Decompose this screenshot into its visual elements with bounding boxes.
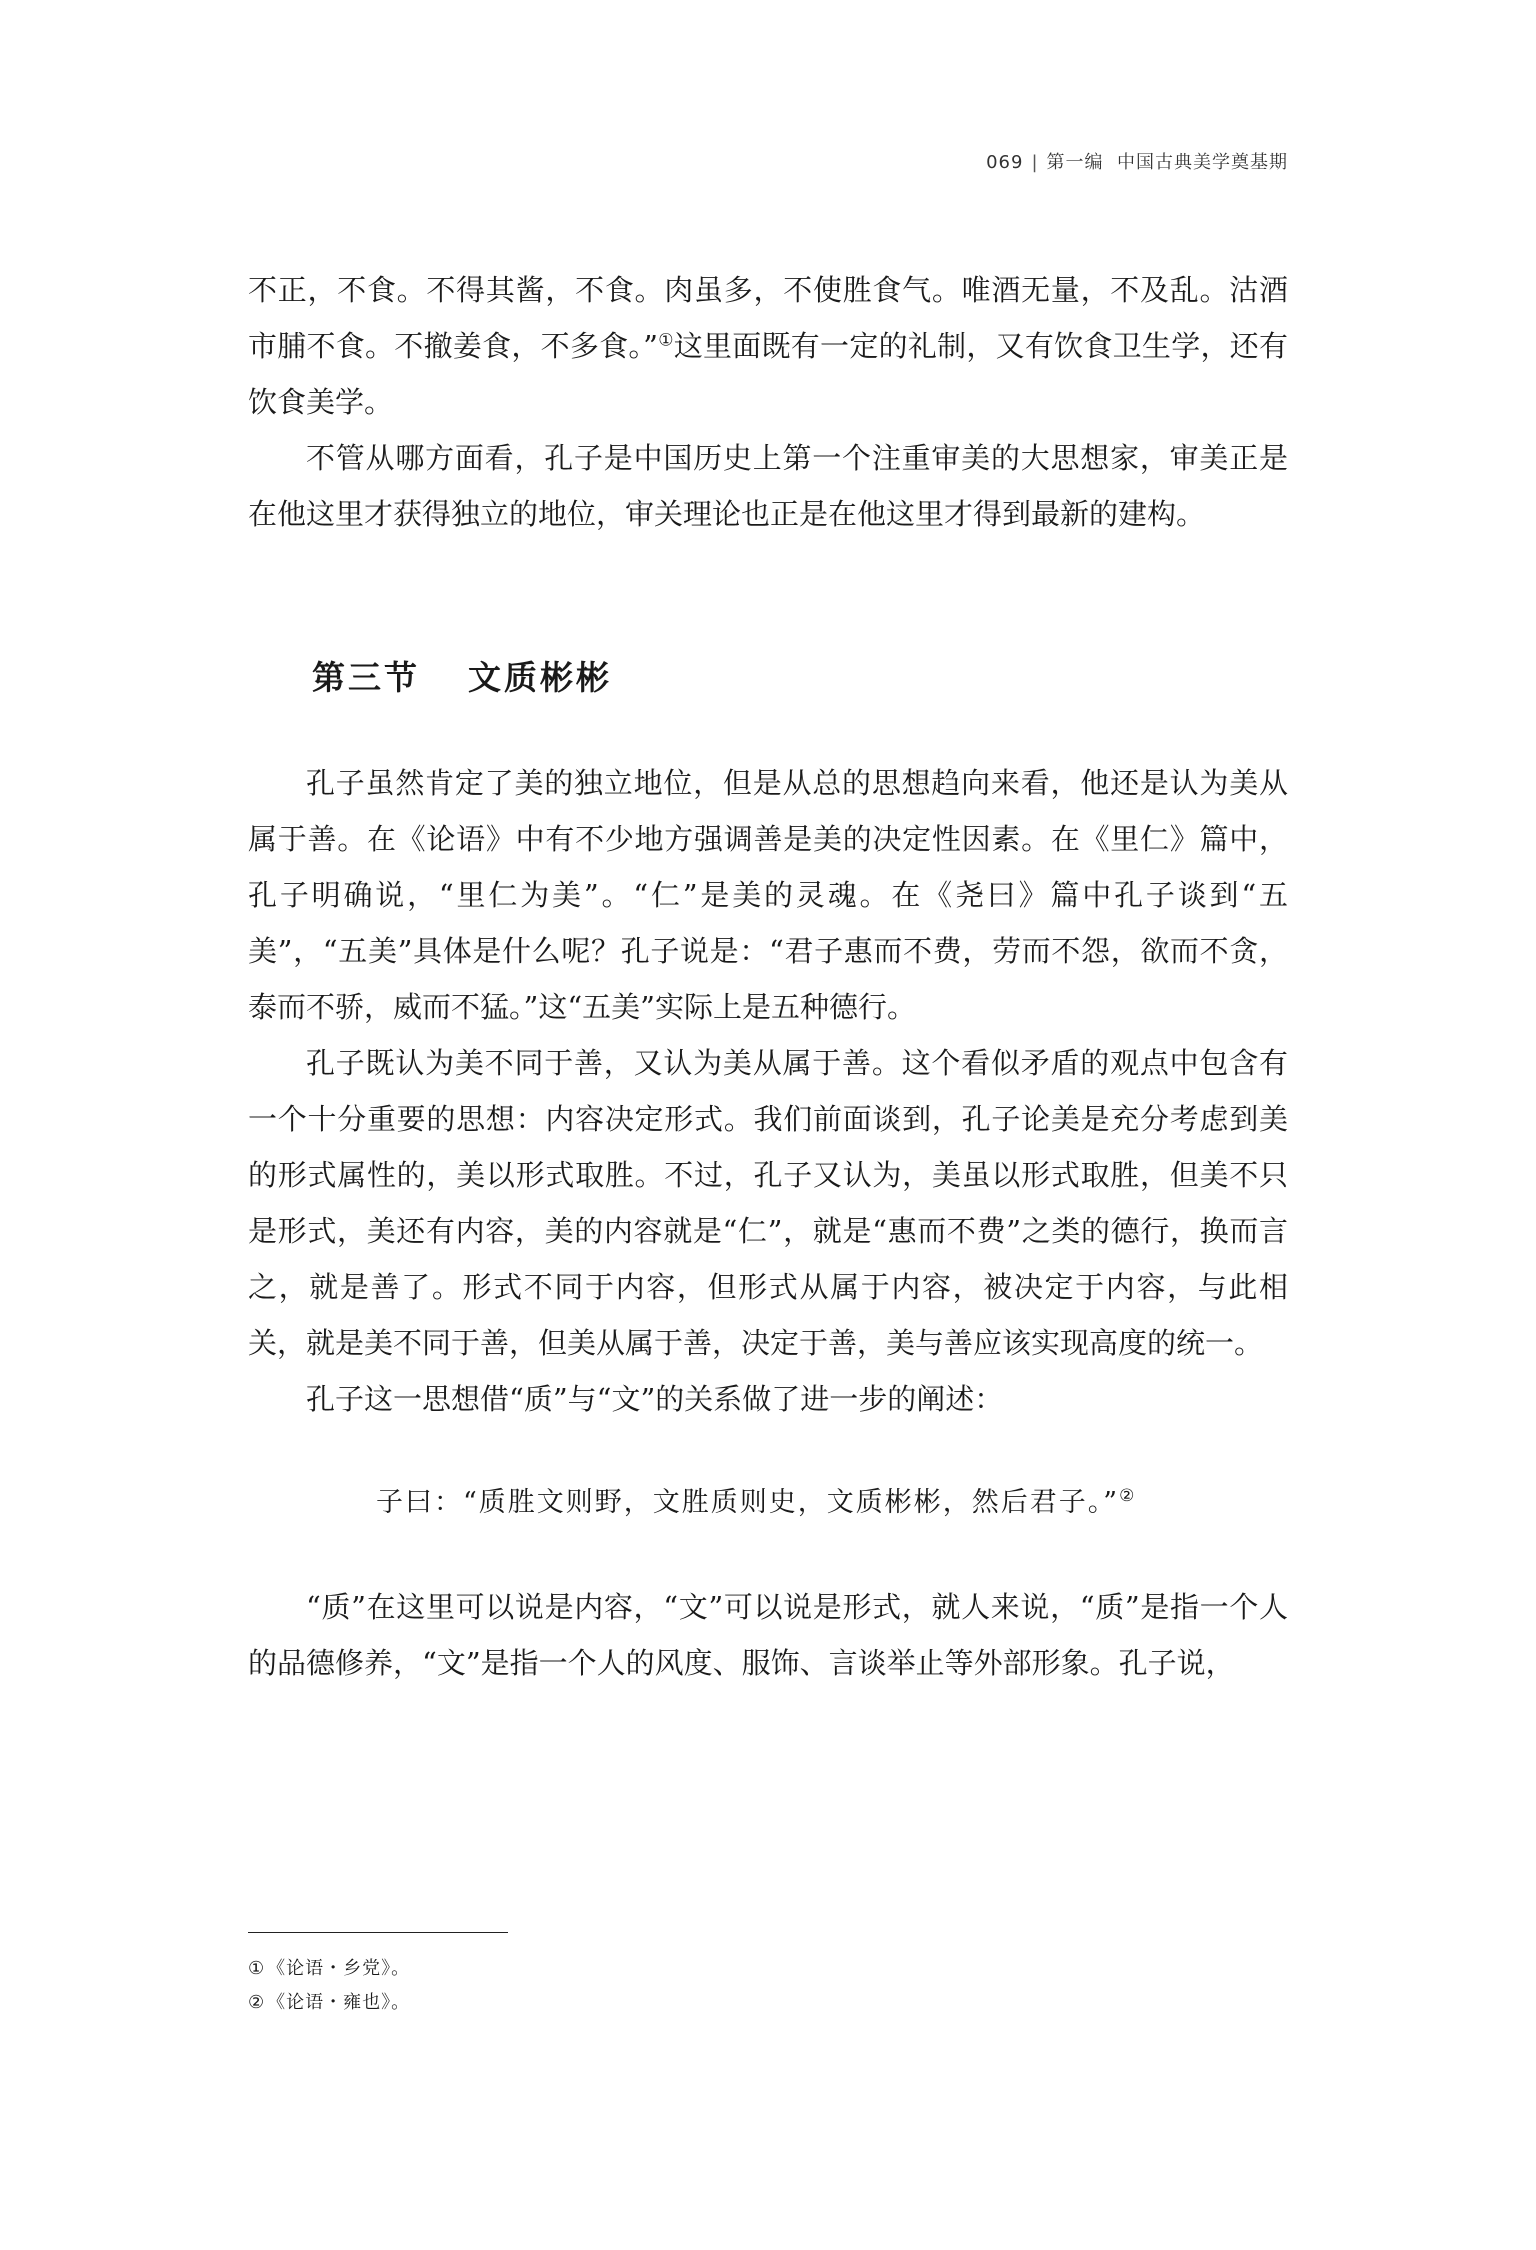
paragraph: 孔子既认为美不同于善，又认为美从属于善。这个看似矛盾的观点中包含有一个十分重要的思想：内容决定形式。我们前面谈到，孔子论美是充分考虑到美的形式属性的，美以形式取胜。不过，孔子又认为，美虽以形式取胜，但美不只是形式，美还有内容，美的内容就是“仁”，就是“惠而不费”之类的德行，换而言之，就是善了。形式不同于内容，但形式从属于内容，被决定于内容，与此相关，就是美不同于善，但美从属于善，决定于善，美与善应该实现高度的统一。 [248,1046,1288,1360]
section-number: 第三节 [312,658,420,697]
quote-text: 子曰：“质胜文则野，文胜质则史，文质彬彬，然后君子。” [376,1487,1120,1518]
running-header [986,148,1288,174]
paragraph: 孔子虽然肯定了美的独立地位，但是从总的思想趋向来看，他还是认为美从属于善。在《论语》中有不少地方强调善是美的决定性因素。在《里仁》篇中，孔子明确说，“里仁为美”。“仁”是美的灵魂。在《尧曰》篇中孔子谈到“五美”，“五美”具体是什么呢？孔子说是：“君子惠而不费，劳而不怨，欲而不贪，泰而不骄，威而不猛。”这“五美”实际上是五种德行。 [248,766,1288,1024]
footnote-item [248,1952,410,1986]
paragraph: “质”在这里可以说是内容，“文”可以说是形式，就人来说，“质”是指一个人的品德修养，“文”是指一个人的风度、服饰、言谈举止等外部形象。孔子说， [248,1590,1288,1680]
footnote-text: 《论语・乡党》。 [267,1958,411,1979]
footnote-mark: ② [248,1992,266,2013]
main-text [248,262,1288,1691]
paragraph-continued [248,262,1288,430]
paragraph: 孔子这一思想借“质”与“文”的关系做了进一步的阐述： [306,1382,1004,1416]
block-quote [248,1479,1288,1527]
footnote-ref[interactable]: ① [657,330,674,351]
section-heading [248,652,1288,699]
paragraph-text-after: 这里面既有一定的礼制，又有饮食卫生学，还有饮食美学。 [248,329,1288,419]
footnote-mark: ① [248,1958,266,1979]
footnote-ref[interactable]: ② [1119,1486,1137,1506]
header-separator: | [1031,152,1039,173]
page-number: 069 [986,152,1024,173]
footnote-item [248,1986,410,2020]
footnotes [248,1952,410,2020]
footnote-text: 《论语・雍也》。 [267,1992,411,2013]
paragraph: 不管从哪方面看，孔子是中国历史上第一个注重审美的大思想家，审美正是在他这里才获得独立的地位，审关理论也正是在他这里才得到最新的建构。 [248,441,1288,531]
section-title: 文质彬彬 [468,658,612,697]
paragraph-text: 不正，不食。不得其酱，不食。肉虽多，不使胜食气。唯酒无量，不及乱。沽酒市脯不食。不撤姜食，不多食。” [248,273,1288,363]
footnote-divider [248,1932,508,1933]
part-title: 中国古典美学奠基期 [1117,152,1288,173]
part-label: 第一编 [1046,152,1104,173]
